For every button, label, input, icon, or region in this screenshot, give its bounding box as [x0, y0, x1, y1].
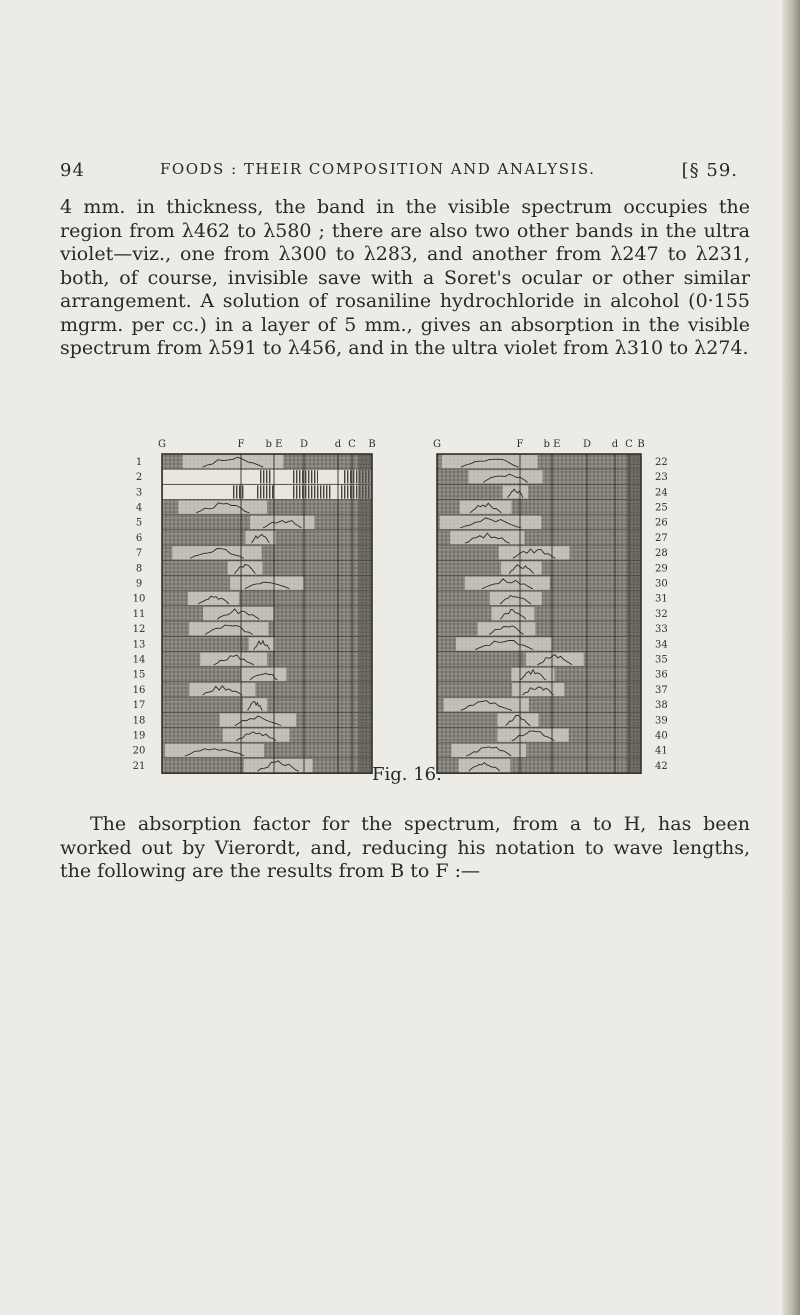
transmission-window — [200, 653, 267, 666]
fraunhofer-line-label: b E — [543, 439, 561, 450]
page-edge-shadow — [782, 0, 800, 1315]
paragraph-2: The absorption factor for the spectrum, from a to H, has been worked out by Vierordt, and, reducing his notation to wave lengths, the following are the results from B to F :— — [60, 813, 750, 882]
red-end-shading — [627, 454, 641, 773]
spectrum-row-number: 19 — [132, 730, 146, 742]
red-end-shading — [358, 454, 372, 773]
running-head — [60, 160, 760, 190]
spectrum-row-number: 40 — [655, 730, 668, 742]
figure-caption: Fig. 16. — [372, 764, 442, 785]
spectrum-row-number: 20 — [132, 745, 146, 757]
spectrum-row-number: 1 — [135, 456, 143, 468]
transmission-window — [183, 455, 284, 468]
transmission-window — [178, 501, 267, 514]
transmission-window — [223, 729, 290, 742]
transmission-window — [490, 592, 542, 605]
spectrum-row-number: 34 — [655, 639, 668, 651]
spectrum-row-number: 31 — [655, 593, 668, 605]
spectrum-row-number: 38 — [655, 700, 668, 712]
spectrum-row-number: 3 — [135, 487, 143, 499]
transmission-window — [250, 516, 314, 529]
transmission-window — [220, 713, 297, 726]
spectrum-row-number: 24 — [655, 487, 668, 499]
spectrum-row-number: 41 — [655, 745, 668, 757]
transmission-window — [243, 698, 267, 711]
fraunhofer-line-label: C — [625, 439, 633, 450]
spectrum-row-number: 12 — [132, 624, 146, 636]
spectrum-row-number: 33 — [655, 624, 668, 636]
transmission-window — [188, 592, 239, 605]
fraunhofer-line-label: D — [582, 439, 592, 450]
spectrum-row-number: 29 — [655, 563, 668, 575]
transmission-window — [456, 637, 552, 650]
transmission-window — [459, 759, 511, 772]
spectrum-row-number: 21 — [132, 760, 146, 772]
absorption-band — [292, 485, 332, 498]
spectrum-figure — [125, 427, 685, 807]
spectrum-row-number: 32 — [655, 608, 668, 620]
transmission-window — [189, 683, 255, 696]
spectrum-row — [437, 484, 641, 499]
fraunhofer-line-label: B — [368, 439, 376, 450]
transmission-window — [245, 531, 275, 544]
spectrum-row-number: 11 — [132, 608, 146, 620]
spectrum-row-number: 35 — [655, 654, 668, 666]
transmission-window — [478, 622, 536, 635]
transmission-window — [442, 455, 538, 468]
transmission-window — [228, 561, 263, 574]
absorption-band — [260, 470, 272, 483]
spectrum-row-number: 6 — [135, 532, 143, 544]
spectrum-row-number: 23 — [655, 472, 668, 484]
transmission-window — [189, 622, 268, 635]
spectrum-row-number: 5 — [135, 517, 143, 529]
spectrum-row-number: 27 — [655, 532, 668, 544]
transmission-window — [502, 485, 528, 498]
spectrum-row-number: 14 — [132, 654, 146, 666]
spectrum-row — [162, 560, 372, 575]
spectrum-row-number: 37 — [655, 684, 668, 696]
spectrum-diagram — [125, 427, 685, 807]
left-spectrum-panel — [133, 439, 376, 773]
spectrum-row-number: 25 — [655, 502, 668, 514]
spectrum-row-number: 39 — [655, 715, 668, 727]
fraunhofer-line-label: G — [158, 439, 166, 450]
transmission-window — [165, 744, 264, 757]
fraunhofer-line-label: F — [516, 439, 524, 450]
transmission-window — [465, 577, 550, 590]
transmission-window — [451, 744, 526, 757]
spectrum-row-number: 2 — [135, 472, 143, 484]
fraunhofer-line-label: B — [637, 439, 645, 450]
right-spectrum-panel — [433, 439, 668, 773]
spectrum-row-number: 22 — [655, 456, 668, 468]
spectrum-row — [437, 621, 641, 636]
spectrum-row-number: 17 — [132, 700, 146, 712]
spectrum-row — [437, 606, 641, 621]
fraunhofer-line-label: d — [334, 439, 342, 450]
spectrum-row-number: 42 — [655, 760, 668, 772]
fraunhofer-line-label: F — [237, 439, 245, 450]
section-reference: [§ 59. — [681, 160, 738, 181]
transmission-window — [440, 516, 542, 529]
spectrum-row-number: 26 — [655, 517, 668, 529]
absorption-band — [292, 470, 318, 483]
absorption-band — [257, 485, 275, 498]
spectrum-row-number: 10 — [132, 593, 146, 605]
spectrum-row-number: 9 — [135, 578, 143, 590]
running-title: FOODS : THEIR COMPOSITION AND ANALYSIS. — [160, 160, 596, 178]
fraunhofer-line-label: d — [611, 439, 619, 450]
fraunhofer-line-label: G — [433, 439, 441, 450]
transmission-window — [491, 607, 534, 620]
spectrum-row-number: 4 — [135, 502, 143, 514]
spectrum-row-number: 30 — [655, 578, 668, 590]
paragraph-1: 4 mm. in thickness, the band in the visible spectrum occupies the region from λ462 to λ580 ; there are also two other bands in the ultra violet—viz., one from λ300 to λ283, and another from λ247 to λ231, both, of course, invisible save with a Soret's ocular or other similar arrangement. A solution of rosaniline hydrochloride in alcohol (0·155 mgrm. per cc.) in a layer of 5 mm., gives an absorption in the visible spectrum from λ591 to λ456, and in the ultra violet from λ310 to λ274. — [60, 196, 750, 359]
fraunhofer-line-label: D — [299, 439, 309, 450]
spectrum-row-number: 13 — [132, 639, 146, 651]
fraunhofer-line-label: C — [348, 439, 356, 450]
spectrum-row-number: 16 — [132, 684, 146, 696]
spectrum-row-number: 18 — [132, 715, 146, 727]
spectrum-row-number: 8 — [135, 563, 143, 575]
absorption-band — [232, 485, 244, 498]
spectrum-row-number: 7 — [135, 548, 143, 560]
spectrum-row — [437, 712, 641, 727]
fraunhofer-line-label: b E — [265, 439, 283, 450]
spectrum-row-number: 15 — [132, 669, 146, 681]
spectrum-row-number: 36 — [655, 669, 668, 681]
page-number: 94 — [60, 160, 85, 181]
spectrum-row-number: 28 — [655, 548, 668, 560]
